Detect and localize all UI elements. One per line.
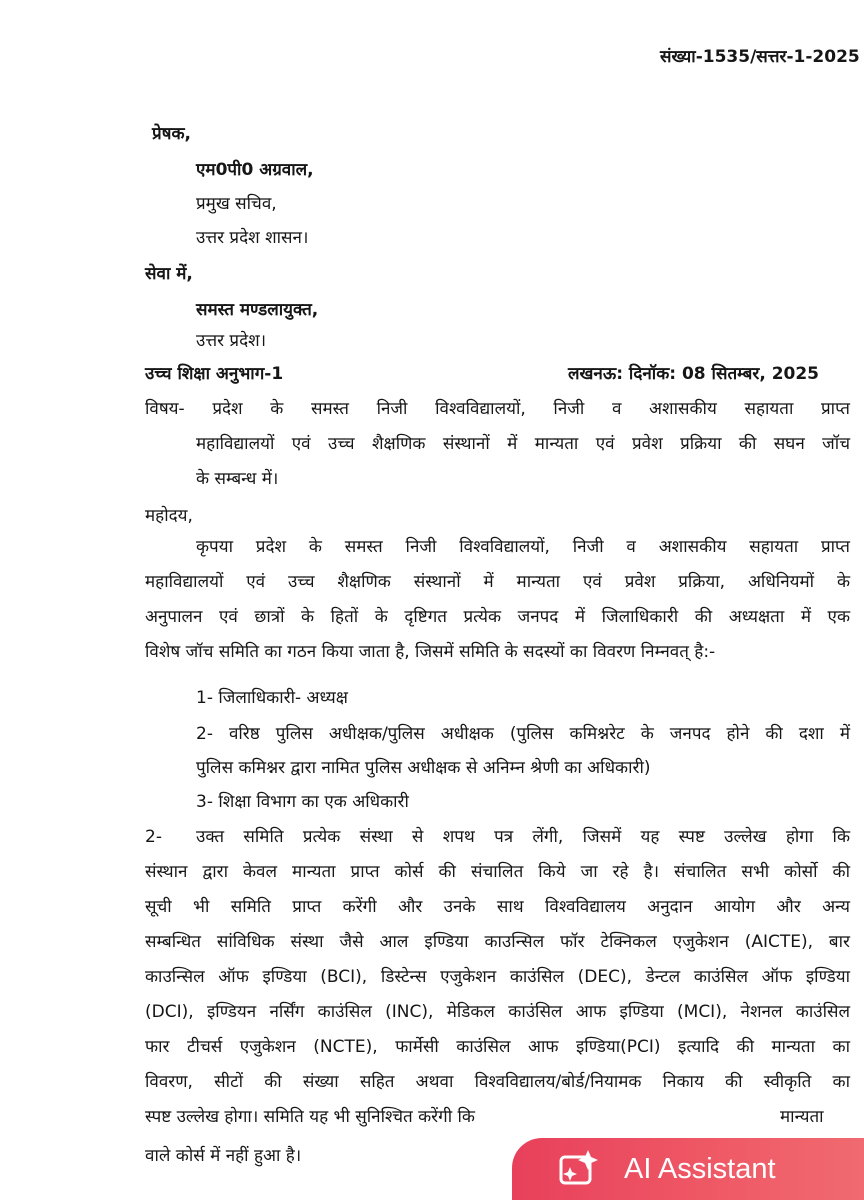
paragraph-line: (DCI), इण्डियन नर्सिंग काउंसिल (INC), मेडिकल काउंसिल आफ इण्डिया (MCI), नेशनल काउंसिल: [145, 1002, 850, 1022]
ai-sparkle-icon: [558, 1148, 624, 1190]
sender-designation: प्रमुख सचिव,: [196, 194, 277, 214]
paragraph-number: 2-: [145, 827, 162, 847]
member-item: 1- जिलाधिकारी- अध्यक्ष: [196, 688, 348, 708]
paragraph-line: सूची भी समिति प्राप्त करेंगी और उनके साथ विश्वविद्यालय अनुदान आयोग और अन्य: [145, 897, 850, 917]
paragraph-line: सम्बन्धित सांविधिक संस्था जैसे आल इण्डिया काउन्सिल फॉर टेक्निकल एजुकेशन (AICTE), बार: [145, 932, 850, 952]
sender-name: एम0पी0 अग्रवाल,: [196, 160, 314, 180]
place-and-date: लखनऊ: दिनॉक: 08 सितम्बर, 2025: [568, 364, 820, 384]
reference-number: संख्या-1535/सत्तर-1-2025: [660, 47, 860, 67]
paragraph-line: कृपया प्रदेश के समस्त निजी विश्वविद्यालयों, निजी व अशासकीय सहायता प्राप्त: [196, 537, 850, 557]
paragraph-line: काउन्सिल ऑफ इण्डिया (BCI), डिस्टेन्स एजुकेशन काउंसिल (DEC), डेन्टल काउंसिल ऑफ इण्डिया: [145, 967, 850, 987]
sender-office: उत्तर प्रदेश शासन।: [196, 228, 309, 248]
subject-line: महाविद्यालयों एवं उच्च शैक्षणिक संस्थानों में मान्यता एवं प्रवेश प्रक्रिया की सघन जॉच: [196, 434, 850, 454]
ai-assistant-button[interactable]: [512, 1138, 864, 1200]
paragraph-line: फार टीचर्स एजुकेशन (NCTE), फार्मेसी काउंसिल आफ इण्डिया(PCI) इत्यादि की मान्यता का: [145, 1037, 850, 1057]
recipient-label: सेवा में,: [145, 264, 193, 284]
salutation: महोदय,: [145, 506, 193, 526]
sender-label: प्रेषक,: [152, 124, 192, 144]
paragraph-line-end: मान्यता: [780, 1107, 824, 1127]
department-name: उच्च शिक्षा अनुभाग-1: [145, 364, 284, 384]
recipient-place: उत्तर प्रदेश।: [196, 331, 267, 351]
ai-assistant-label: AI Assistant: [624, 1152, 776, 1185]
subject-line: विषय- प्रदेश के समस्त निजी विश्वविद्यालयों, निजी व अशासकीय सहायता प्राप्त: [145, 399, 850, 419]
member-item: 3- शिक्षा विभाग का एक अधिकारी: [196, 792, 409, 812]
member-item: 2- वरिष्ठ पुलिस अधीक्षक/पुलिस अधीक्षक (पुलिस कमिश्नरेट के जनपद होने की दशा में: [196, 724, 850, 744]
paragraph-line: वाले कोर्स में नहीं हुआ है।: [145, 1146, 302, 1166]
subject-line: के सम्बन्ध में।: [196, 469, 279, 489]
paragraph-line: विशेष जॉच समिति का गठन किया जाता है, जिसमें समिति के सदस्यों का विवरण निम्नवत् है:-: [145, 642, 716, 662]
paragraph-line: विवरण, सीटों की संख्या सहित अथवा विश्वविद्यालय/बोर्ड/नियामक निकाय की स्वीकृति का: [145, 1072, 850, 1092]
paragraph-line: संस्थान द्वारा केवल मान्यता प्राप्त कोर्स की संचालित किये जा रहे है। संचालित सभी कोर्सो की: [145, 862, 850, 882]
paragraph-line: अनुपालन एवं छात्रों के हितों के दृष्टिगत प्रत्येक जनपद में जिलाधिकारी की अध्यक्षता में एक: [145, 607, 850, 627]
member-item: पुलिस कमिश्नर द्वारा नामित पुलिस अधीक्षक से अनिम्न श्रेणी का अधिकारी): [196, 758, 651, 778]
paragraph-line: स्पष्ट उल्लेख होगा। समिति यह भी सुनिश्चित करेंगी कि: [145, 1107, 475, 1127]
recipient-name: समस्त मण्डलायुक्त,: [196, 300, 319, 320]
paragraph-line: उक्त समिति प्रत्येक संस्था से शपथ पत्र लेंगी, जिसमें यह स्पष्ट उल्लेख होगा कि: [196, 827, 850, 847]
paragraph-line: महाविद्यालयों एवं उच्च शैक्षणिक संस्थानों में मान्यता एवं प्रवेश प्रक्रिया, अधिनियमों के: [145, 572, 850, 592]
